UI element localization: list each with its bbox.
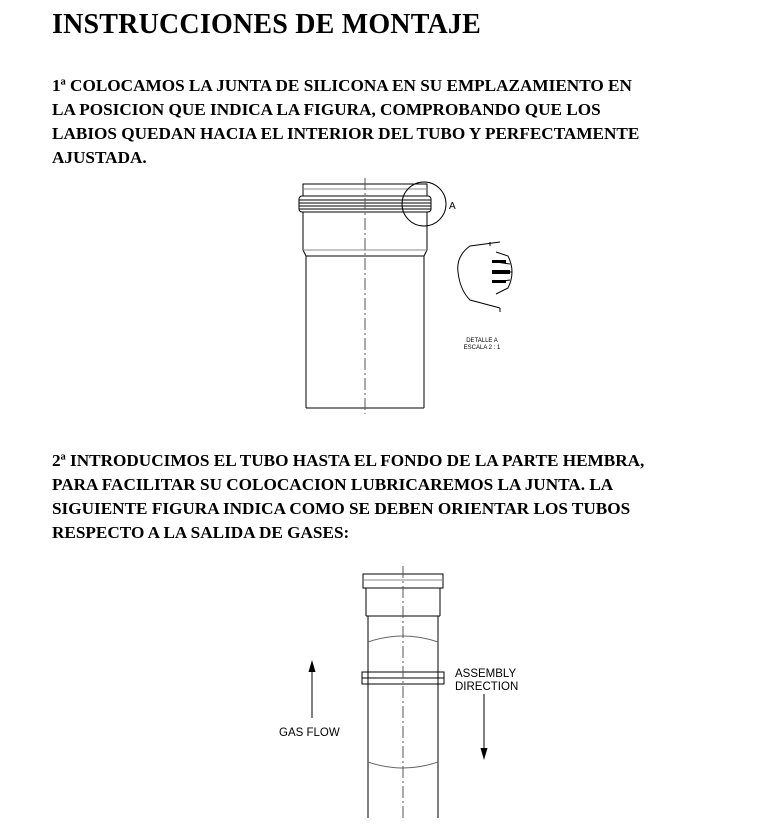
step-1-line: LABIOS QUEDAN HACIA EL INTERIOR DEL TUBO Y PERFECTAMENTE	[52, 124, 640, 143]
assembly-direction-label-line1: ASSEMBLY	[455, 668, 517, 680]
step-2-line: RESPECTO A LA SALIDA DE GASES:	[52, 523, 350, 542]
detail-scale-label: ESCALA 2 : 1	[463, 345, 501, 351]
assembly-direction-label-line2: DIRECTION	[455, 681, 519, 693]
gas-flow-label: GAS FLOW	[279, 727, 340, 739]
step-1-text	[52, 74, 752, 170]
detail-marker-label: A	[449, 201, 456, 212]
figure-tube-orientation	[0, 562, 767, 822]
step-2-line: 2ª INTRODUCIMOS EL TUBO HASTA EL FONDO DE LA PARTE HEMBRA,	[52, 451, 645, 470]
detail-caption-label: DETALLE A	[466, 338, 498, 344]
figure-gasket-position	[0, 176, 767, 416]
step-2-line: SIGUIENTE FIGURA INDICA COMO SE DEBEN ORIENTAR LOS TUBOS	[52, 499, 631, 518]
page-title: INSTRUCCIONES DE MONTAJE	[52, 9, 482, 40]
step-2-text	[52, 449, 752, 545]
step-1-line: LA POSICION QUE INDICA LA FIGURA, COMPROBANDO QUE LOS	[52, 100, 601, 119]
step-2-line: PARA FACILITAR SU COLOCACION LUBRICAREMOS LA JUNTA. LA	[52, 475, 614, 494]
step-1-line: 1ª COLOCAMOS LA JUNTA DE SILICONA EN SU EMPLAZAMIENTO EN	[52, 76, 632, 95]
step-1-line: AJUSTADA.	[52, 148, 147, 167]
